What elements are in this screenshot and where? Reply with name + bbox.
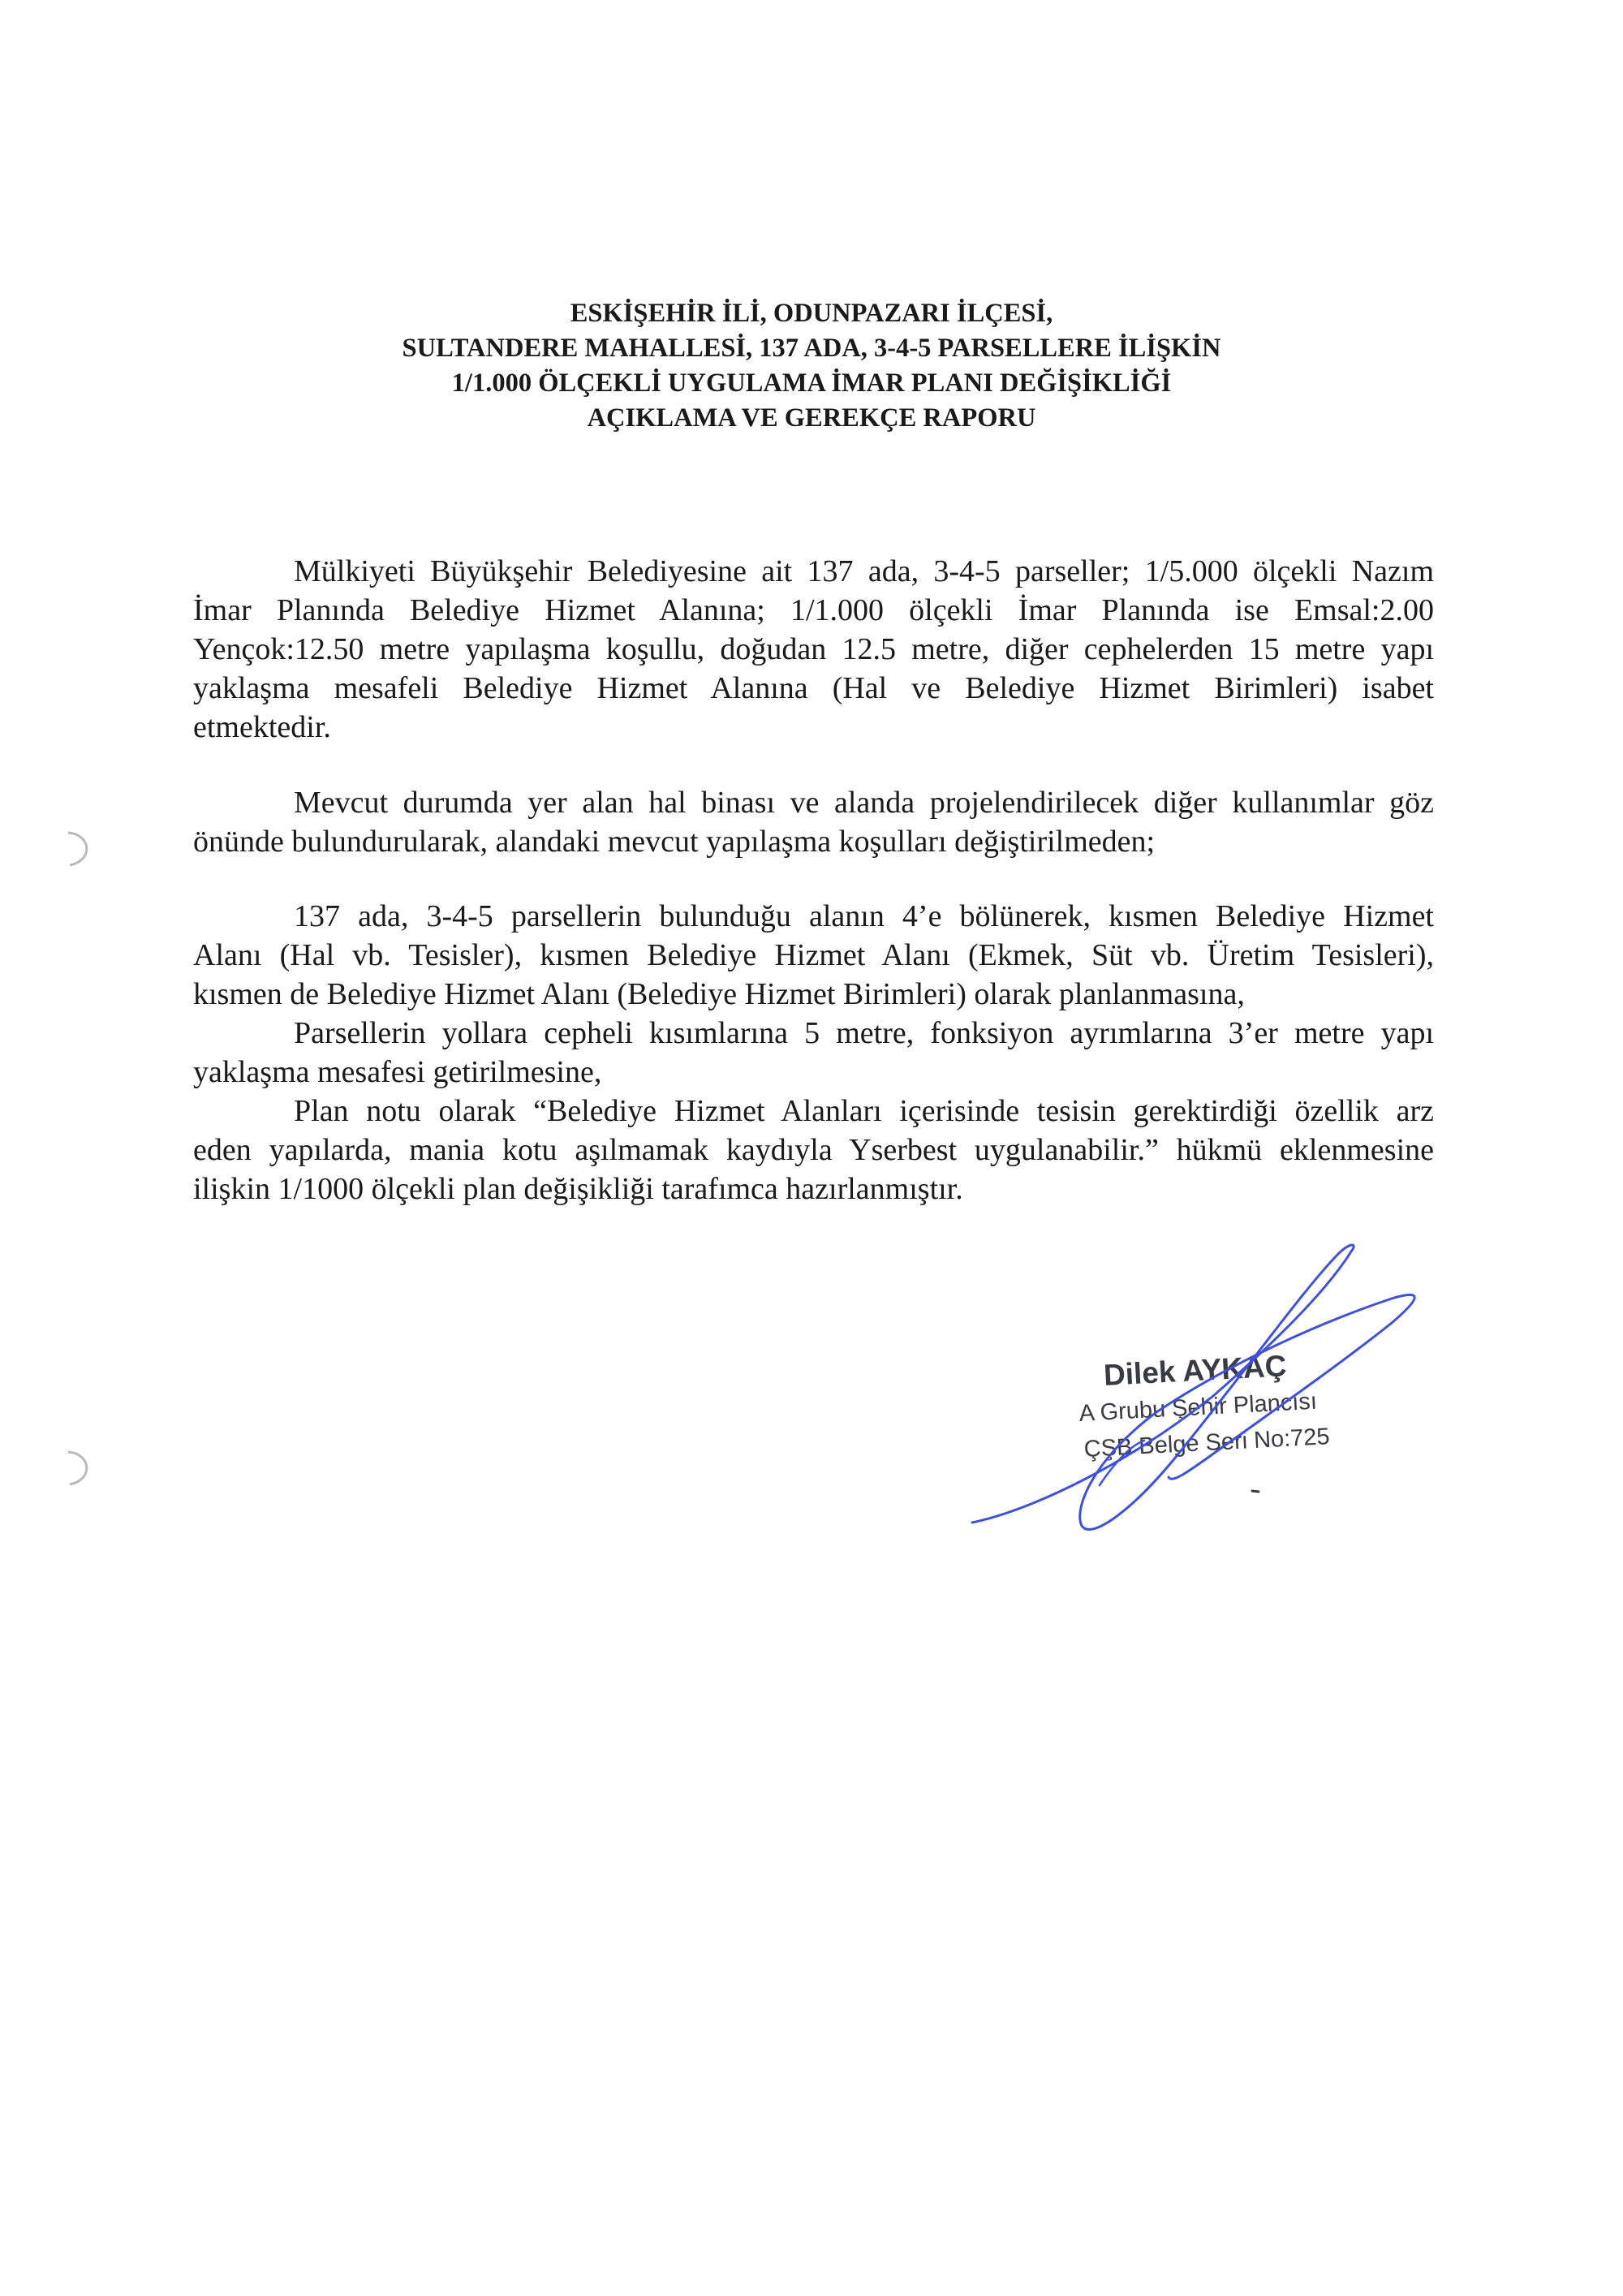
text-line: yaklaşma mesafesi getirilmesine, <box>193 1055 602 1089</box>
text-line: yaklaşma mesafeli Belediye Hizmet Alanına (Hal ve Belediye Hizmet Birimleri) isabet <box>193 671 1434 705</box>
text-line: kısmen de Belediye Hizmet Alanı (Belediye Hizmet Birimleri) olarak planlanmasına, <box>193 977 1245 1011</box>
text-line: Plan notu olarak “Belediye Hizmet Alanları içerisinde tesisin gerektirdiği özellik arz <box>294 1094 1434 1128</box>
paragraph-plan-changes <box>193 897 1434 1208</box>
text-line: eden yapılarda, mania kotu aşılmamak kaydıyla Yserbest uygulanabilir.” hükmü eklenmesine <box>193 1133 1434 1167</box>
text-line: 137 ada, 3-4-5 parsellerin bulunduğu alanın 4’e bölünerek, kısmen Belediye Hizmet <box>294 899 1434 933</box>
text-line: Alanı (Hal vb. Tesisler), kısmen Belediye Hizmet Alanı (Ekmek, Süt vb. Üretim Tesisleri), <box>193 938 1434 972</box>
text-line: önünde bulundurularak, alandaki mevcut yapılaşma koşulları değiştirilmeden; <box>193 825 1156 859</box>
stamp-certificate: ÇŞB Belge Seri No:725 <box>1083 1424 1331 1462</box>
paragraph-current-state <box>193 783 1434 861</box>
document-title <box>0 296 1623 436</box>
stamp-name: Dilek AYKAÇ <box>1103 1349 1288 1392</box>
title-line-4: AÇIKLAMA VE GEREKÇE RAPORU <box>587 403 1036 433</box>
paragraph-ownership <box>193 552 1434 747</box>
title-line-1: ESKİŞEHİR İLİ, ODUNPAZARI İLÇESİ, <box>570 299 1053 328</box>
title-line-3: 1/1.000 ÖLÇEKLİ UYGULAMA İMAR PLANI DEĞİŞİKLİĞİ <box>451 368 1172 398</box>
text-line: ilişkin 1/1000 ölçekli plan değişikliği tarafımca hazırlanmıştır. <box>193 1172 963 1206</box>
text-line: Parsellerin yollara cepheli kısımlarına 5 metre, fonksiyon ayrımlarına 3’er metre yapı <box>294 1016 1434 1050</box>
punch-hole-mark <box>62 1447 97 1488</box>
title-line-2: SULTANDERE MAHALLESİ, 137 ADA, 3-4-5 PARSELLERE İLİŞKİN <box>402 334 1221 363</box>
signature-stamp <box>970 1242 1424 1542</box>
text-line: Mülkiyeti Büyükşehir Belediyesine ait 137 ada, 3-4-5 parseller; 1/5.000 ölçekli Nazım <box>294 554 1434 588</box>
text-line: Yençok:12.50 metre yapılaşma koşullu, doğudan 12.5 metre, diğer cephelerden 15 metre yapı <box>193 632 1434 666</box>
text-line: etmektedir. <box>193 710 331 744</box>
text-line: Mevcut durumda yer alan hal binası ve alanda projelendirilecek diğer kullanımlar göz <box>294 786 1434 820</box>
text-line: İmar Planında Belediye Hizmet Alanına; 1/1.000 ölçekli İmar Planında ise Emsal:2.00 <box>193 593 1434 627</box>
handwritten-signature <box>970 1242 1424 1542</box>
stamp-role: A Grubu Şehir Plancısı <box>1078 1388 1318 1427</box>
punch-hole-mark <box>62 828 97 868</box>
